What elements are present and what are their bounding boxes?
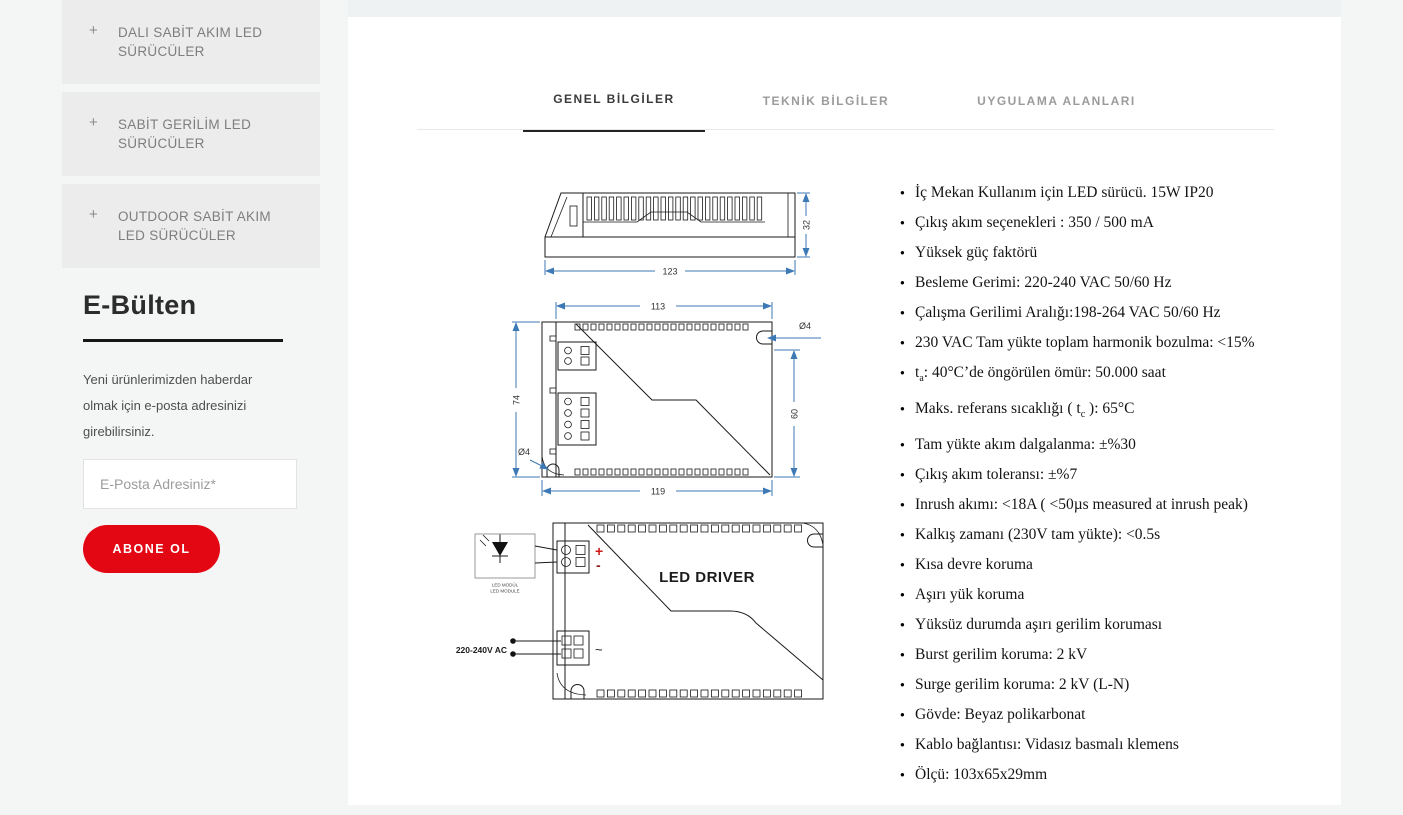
bullet-dot-icon: ● — [900, 368, 905, 377]
feature-item — [900, 584, 1345, 605]
ac-input-label: 220-240V AC — [455, 645, 507, 655]
expand-plus-icon: + — [89, 114, 99, 131]
bullet-dot-icon: ● — [900, 188, 905, 197]
product-detail-card — [348, 17, 1341, 805]
feature-text: Surge gerilim koruma: 2 kV (L-N) — [915, 676, 1130, 694]
feature-text: Tam yükte akım dalgalanma: ±%30 — [915, 436, 1136, 454]
feature-text: Aşırı yük koruma — [915, 586, 1025, 604]
feature-text: Besleme Gerimi: 220-240 VAC 50/60 Hz — [915, 274, 1172, 291]
sidebar-category-item[interactable] — [62, 0, 320, 84]
tab-divider — [417, 129, 1274, 130]
bullet-dot-icon: ● — [900, 740, 905, 750]
feature-text: Çıkış akım toleransı: ±%7 — [915, 466, 1078, 484]
feature-item — [900, 494, 1345, 515]
feature-text: Gövde: Beyaz polikarbonat — [915, 706, 1086, 724]
drawing-top-view — [500, 292, 822, 505]
bullet-dot-icon: ● — [900, 338, 905, 347]
minus-terminal-label: - — [596, 557, 601, 573]
sidebar-category-item[interactable] — [62, 92, 320, 176]
feature-text: Kalkış zamanı (230V tam yükte): <0.5s — [915, 526, 1161, 544]
dim-right-label: 60 — [789, 408, 800, 420]
feature-item — [900, 644, 1345, 665]
sidebar-category-label: OUTDOOR SABİT AKIM LED SÜRÜCÜLER — [118, 209, 271, 243]
dim-height-label: 32 — [801, 219, 812, 231]
feature-text: Inrush akımı: <18A ( <50µs measured at inrush peak) — [915, 496, 1248, 514]
category-accordion — [62, 0, 320, 276]
feature-text: Kablo bağlantısı: Vidasız basmalı klemens — [915, 736, 1179, 754]
module-label-tr: LED MODÜL — [491, 582, 519, 588]
feature-item — [900, 434, 1345, 455]
tab-active[interactable]: GENEL BİLGİLER — [523, 92, 704, 132]
dim-width-label: 123 — [662, 266, 678, 277]
bullet-dot-icon: ● — [900, 590, 905, 600]
bullet-dot-icon: ● — [900, 500, 905, 510]
vent-slots — [575, 324, 748, 330]
plus-terminal-label: + — [595, 543, 604, 559]
bullet-dot-icon: ● — [900, 710, 905, 720]
dim-hole-top-label: Ø4 — [798, 321, 812, 331]
feature-item — [900, 764, 1345, 785]
sidebar-category-item[interactable] — [62, 184, 320, 268]
feature-item — [900, 212, 1345, 233]
feature-text: Maks. referans sıcaklığı ( $t_c$ ): 65°C — [915, 400, 1135, 421]
drawing-side-view — [525, 180, 812, 278]
feature-item — [900, 704, 1345, 725]
feature-text: Kısa devre koruma — [915, 556, 1033, 574]
ac-symbol: ~ — [595, 642, 603, 657]
bullet-dot-icon: ● — [900, 650, 905, 660]
vent-slots — [575, 469, 748, 475]
feature-item — [900, 362, 1345, 389]
top-strip — [348, 0, 1341, 17]
bullet-dot-icon: ● — [900, 560, 905, 570]
sidebar-category-label: DALI SABİT AKIM LED SÜRÜCÜLER — [118, 25, 263, 59]
feature-item — [900, 398, 1345, 425]
newsletter-section — [83, 290, 299, 573]
vent-slots — [587, 197, 762, 220]
tab-inactive[interactable]: UYGULAMA ALANLARI — [947, 92, 1166, 132]
bullet-dot-icon: ● — [900, 680, 905, 690]
led-diode-icon — [492, 542, 508, 556]
bullet-dot-icon: ● — [900, 278, 905, 287]
newsletter-title: E-Bülten — [83, 290, 197, 320]
feature-text: Yüksek güç faktörü — [915, 244, 1038, 261]
feature-text: Burst gerilim koruma: 2 kV — [915, 646, 1088, 664]
bullet-dot-icon: ● — [900, 308, 905, 317]
title-underline — [83, 339, 283, 342]
bullet-dot-icon: ● — [900, 620, 905, 630]
subscribe-button[interactable]: ABONE OL — [83, 525, 220, 573]
feature-text: Çalışma Gerilimi Aralığı:198-264 VAC 50/60 Hz — [915, 304, 1221, 321]
dim-hole-bottom-label: Ø4 — [517, 447, 531, 457]
feature-item — [900, 242, 1345, 263]
bullet-dot-icon: ● — [900, 530, 905, 540]
bullet-dot-icon: ● — [900, 248, 905, 257]
feature-item — [900, 614, 1345, 635]
dim-bottom-label: 119 — [650, 486, 666, 497]
vent-slots — [597, 690, 802, 697]
email-input[interactable] — [83, 459, 297, 509]
feature-item — [900, 182, 1345, 203]
feature-text: $t_a$: 40°C’de öngörülen ömür: 50.000 saat — [915, 364, 1166, 385]
dim-left-label: 74 — [511, 394, 522, 406]
feature-item — [900, 464, 1345, 485]
feature-text: Yüksüz durumda aşırı gerilim koruması — [915, 616, 1163, 634]
feature-item — [900, 524, 1345, 545]
tab-bar — [348, 92, 1341, 132]
feature-item — [900, 554, 1345, 575]
feature-item — [900, 302, 1345, 323]
feature-item — [900, 272, 1345, 293]
device-label: LED DRIVER — [659, 569, 755, 586]
sidebar-category-label: SABİT GERİLİM LED SÜRÜCÜLER — [118, 117, 252, 151]
feature-item — [900, 332, 1345, 353]
tab-inactive[interactable]: TEKNİK BİLGİLER — [733, 92, 920, 132]
bullet-dot-icon: ● — [900, 470, 905, 480]
expand-plus-icon: + — [89, 22, 99, 39]
drawing-wiring-diagram — [445, 513, 835, 709]
newsletter-description: Yeni ürünlerimizden haberdar olmak için e-posta adresinizi girebilirsiniz. — [83, 372, 253, 439]
feature-item — [900, 674, 1345, 695]
feature-text: 230 VAC Tam yükte toplam harmonik bozulma: <15% — [915, 334, 1255, 351]
vent-slots — [597, 525, 802, 532]
dim-top-label: 113 — [650, 301, 666, 312]
bullet-dot-icon: ● — [900, 218, 905, 227]
feature-list — [900, 182, 1345, 794]
feature-text: Çıkış akım seçenekleri : 350 / 500 mA — [915, 214, 1154, 231]
feature-item — [900, 734, 1345, 755]
bullet-dot-icon: ● — [900, 770, 905, 780]
module-label-en: LED MODULE — [490, 588, 520, 594]
expand-plus-icon: + — [89, 206, 99, 223]
bullet-dot-icon: ● — [900, 404, 905, 414]
bullet-dot-icon: ● — [900, 440, 905, 450]
feature-text: Ölçü: 103x65x29mm — [915, 766, 1048, 784]
feature-text: İç Mekan Kullanım için LED sürücü. 15W IP20 — [915, 184, 1214, 201]
